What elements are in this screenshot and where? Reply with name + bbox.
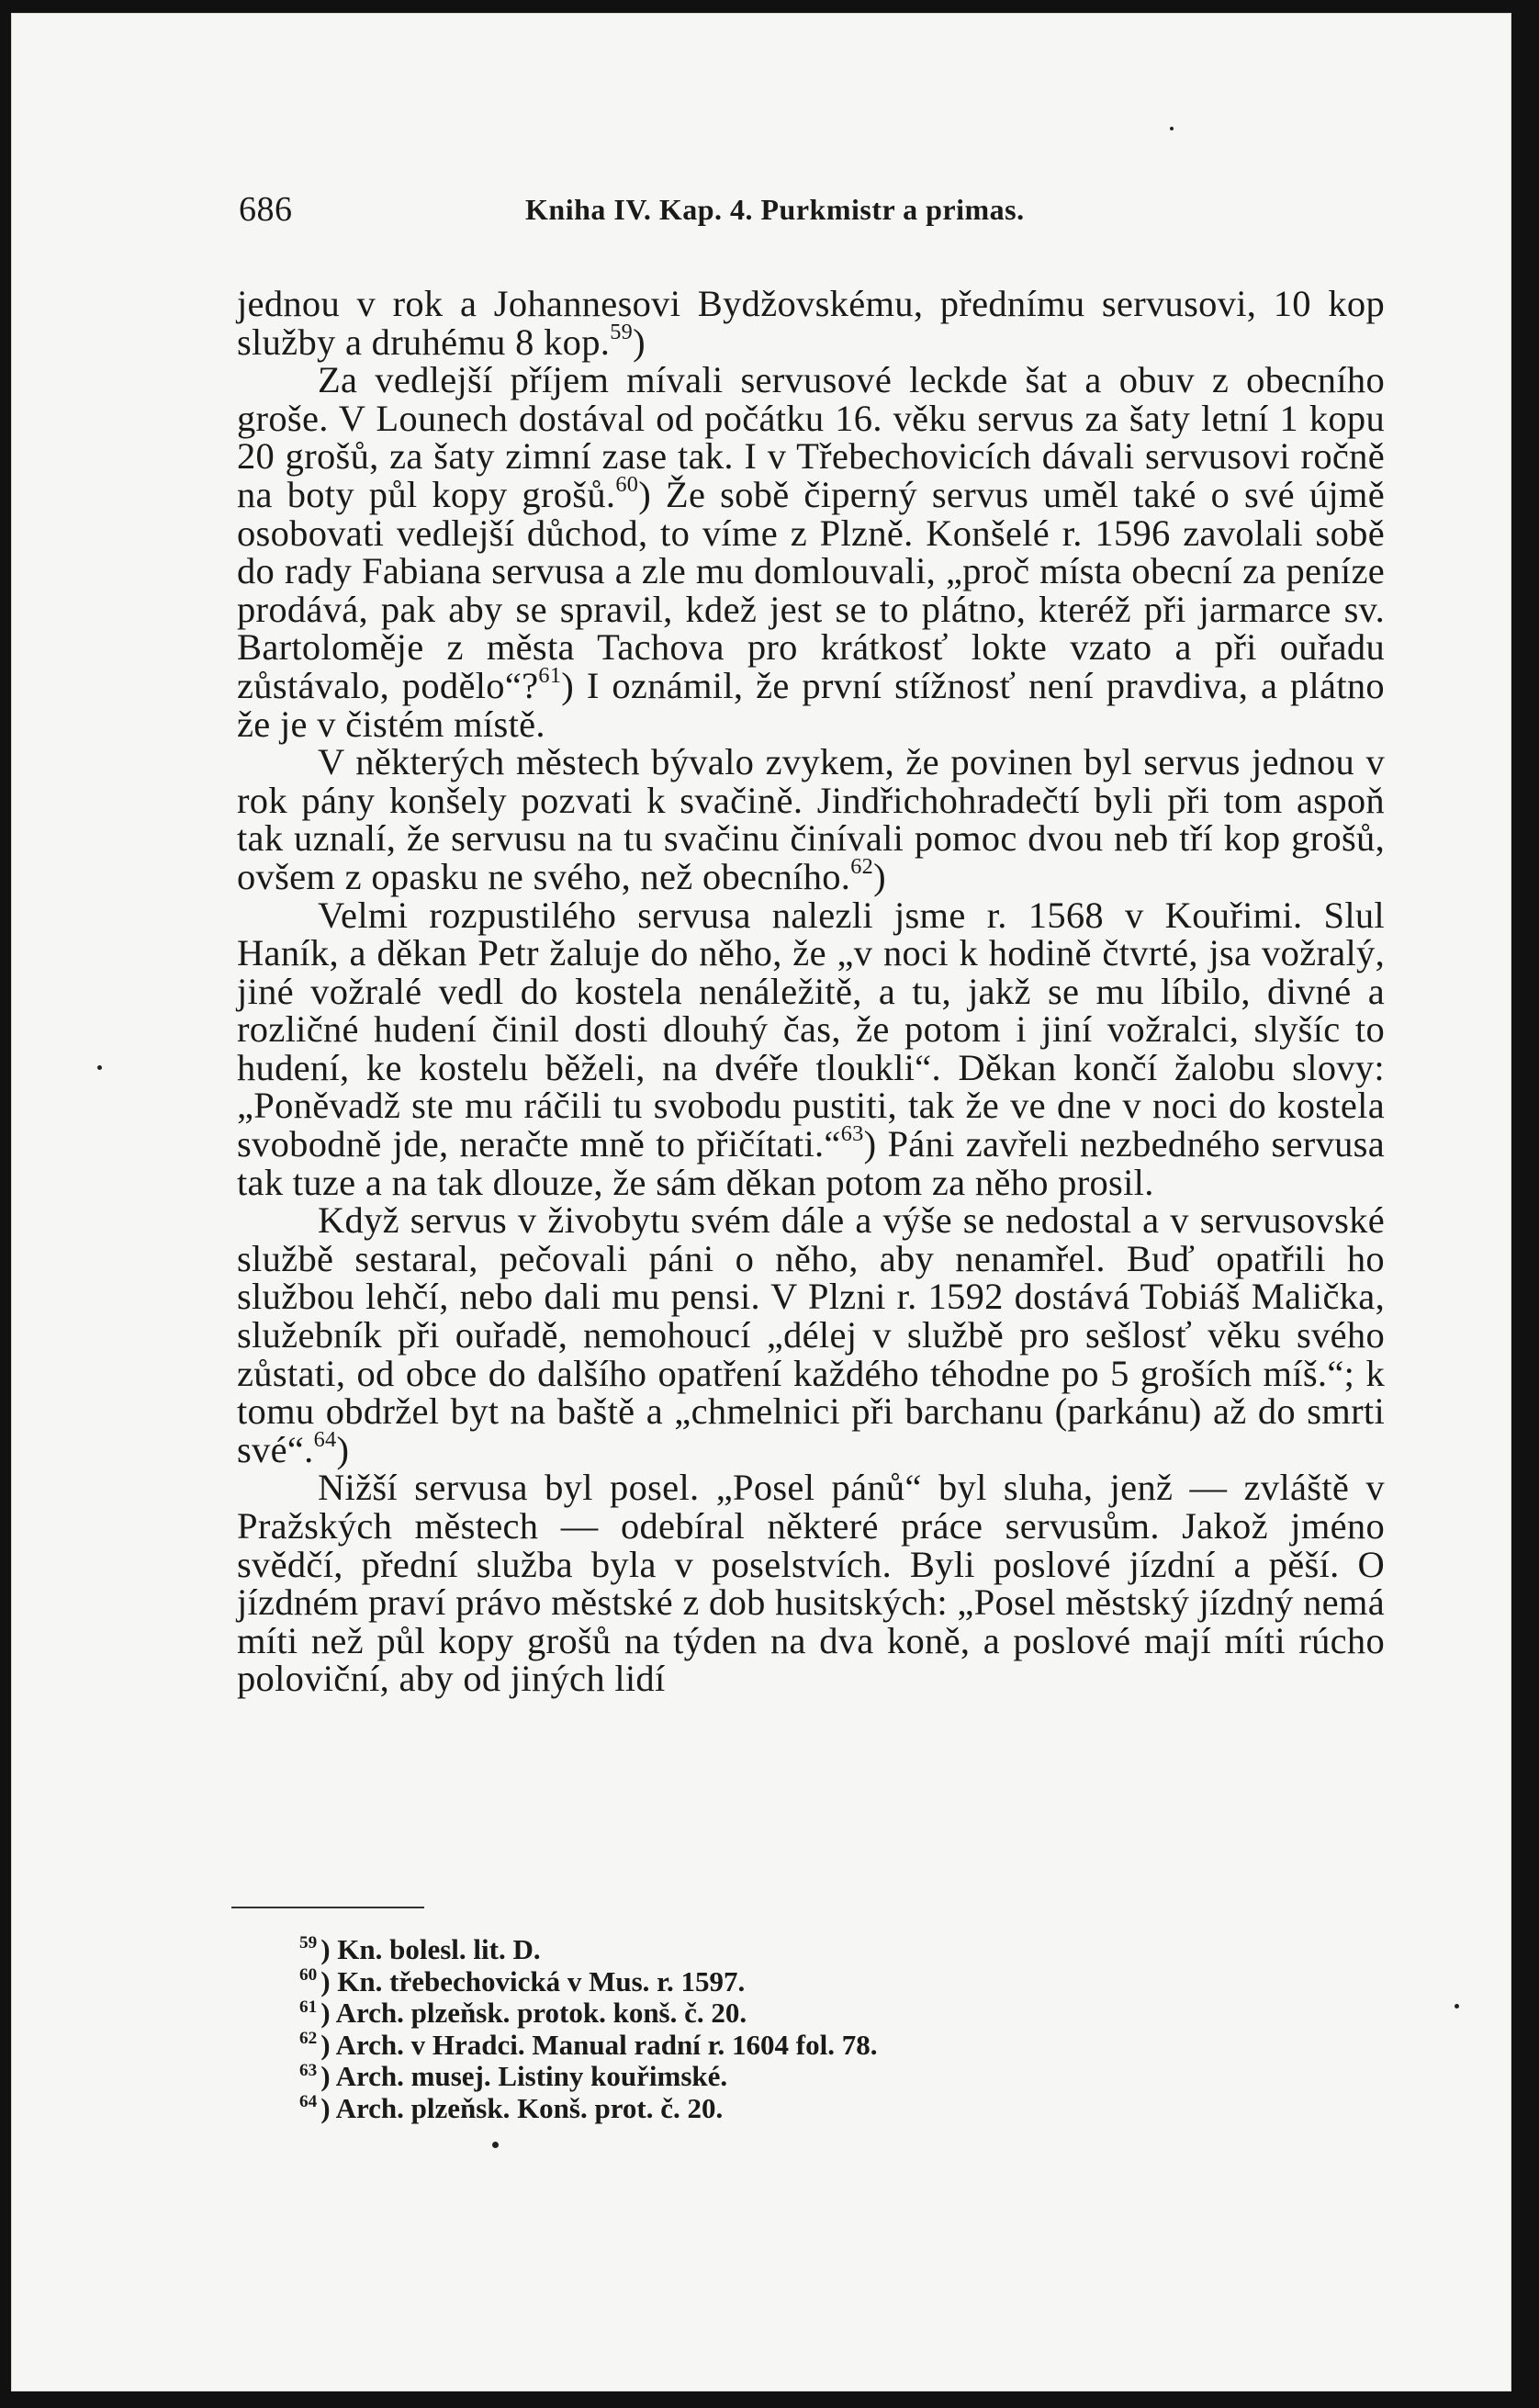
footnote-marker: 60 (299, 1965, 318, 1986)
footnote-marker: 59 (299, 1933, 318, 1953)
print-speck (492, 2142, 499, 2148)
footnote (299, 1966, 1126, 1998)
footnote-text: ) Kn. bolesl. lit. D. (320, 1933, 541, 1965)
footnote-reference: 60 (615, 471, 639, 497)
footnote-reference: 63 (840, 1121, 864, 1147)
footnote-text: ) Arch. plzeňsk. Konš. prot. č. 20. (320, 2091, 724, 2124)
paragraph (237, 361, 1385, 743)
footnote-reference: 59 (610, 319, 634, 344)
footnote-separator (231, 1907, 424, 1908)
book-page (11, 13, 1511, 2391)
footnote-reference: 64 (313, 1426, 337, 1452)
text-run: ) (633, 321, 646, 363)
running-title: Kniha IV. Kap. 4. Purkmistr a primas. (525, 193, 1025, 226)
footnote-text: ) Arch. v Hradci. Manual radní r. 1604 fol. 78. (320, 2028, 878, 2061)
text-run: jednou v rok a Johannesovi Bydžovskému, přednímu servusovi, 10 kop služby a druhému 8 kop. (237, 283, 1385, 363)
footnote-marker: 61 (299, 1997, 318, 2017)
text-run: Velmi rozpustilého servusa nalezli jsme r. 1568 v Kouřimi. Slul Haník, a děkan Petr žaluje do něho, že „v noci k hodině čtvrté, jsa vožralý, jiné vožralé vedl do kostela nenáležitě, a tu, jakž se mu líbilo, divné a rozličné hudení činil dosti dlouhý čas, že potom i jiní vožralci, slyšíc to hudení, ke kostelu běželi, na dvéře tloukli“. Děkan končí žalobu slovy: „Poněvadž ste mu ráčili tu svobodu pustiti, tak že ve dne v noci do kostela svobodně jde, neračte mně to přičítati.“ (237, 894, 1385, 1165)
print-speck (1455, 2004, 1459, 2009)
footnote (299, 2030, 1126, 2062)
print-speck (97, 1065, 102, 1070)
footnote-reference: 62 (850, 853, 874, 879)
footnote (299, 2093, 1126, 2125)
footnote (299, 2061, 1126, 2093)
text-run: ) Že sobě čiperný servus uměl také o své újmě osobovati vedlejší důchod, to víme z Plzně. Konšelé r. 1596 zavolali sobě do rady Fabiana servusa a zle mu domlouvali, „proč místa obecní za peníze prodává, pak aby se spravil, kdež jest se to plátno, kteréž při jarmarce sv. Bartoloměje z města Tachova pro krátkosť lokte vzato a při ouřadu zůstávalo, podělo“? (237, 473, 1385, 706)
footnote-reference: 61 (538, 662, 562, 688)
paragraph (237, 896, 1385, 1202)
footnote (299, 1997, 1126, 2030)
text-run: ) Páni zavřeli nezbedného servusa tak tuze a na tak dlouze, že sám děkan potom za něho prosil. (237, 1123, 1386, 1203)
page-number: 686 (239, 190, 293, 229)
text-run: ) (336, 1428, 350, 1470)
text-run: Když servus v živobytu svém dále a výše se nedostal a v servusovské službě sestaral, pečovali páni o něho, aby nenamřel. Buď opatřili ho službou lehčí, nebo dali mu pensi. V Plzni r. 1592 dostává Tobiáš Malička, služebník při ouřadě, nemohoucí „délej v službě pro sešlosť věku svého zůstati, od obce do dalšího opatření každého téhodne po 5 groších míš.“; k tomu obdržel byt na baště a „chmelnici při barchanu (parkánu) až do smrti své“. (237, 1199, 1385, 1470)
footnote-text: ) Kn. třebechovická v Mus. r. 1597. (320, 1964, 746, 1997)
paragraph (237, 285, 1385, 361)
text-run: ) (873, 855, 886, 897)
footnote-marker: 64 (299, 2092, 318, 2112)
text-run: V některých městech bývalo zvykem, že povinen byl servus jednou v rok pány konšely pozvati k svačině. Jindřichohradečtí byli při tom aspoň tak uznalí, že servusu na tu svačinu činívali pomoc dvou neb tří kop grošů, ovšem z opasku ne svého, než obecního. (237, 741, 1385, 897)
paragraph (237, 743, 1385, 895)
text-run: Nižší servusa byl posel. „Posel pánů“ byl sluha, jenž — zvláště v Pražských městech — odebíral některé práce servusům. Jakož jméno svědčí, přední služba byla v poselstvích. Byli poslové jízdní a pěší. O jízdném praví právo městské z dob husitských: „Posel městský jízdný nemá míti než půl kopy grošů na týden na dva koně, a poslové mají míti rúcho poloviční, aby od jiných lidí (237, 1467, 1385, 1700)
footnote-text: ) Arch. musej. Listiny kouřimské. (320, 2060, 728, 2093)
paragraph (237, 1468, 1385, 1698)
text-run: Za vedlejší příjem mívali servusové leckde šat a obuv z obecního groše. V Lounech dostával od počátku 16. věku servus za šaty letní 1 kopu 20 grošů, za šaty zimní zase tak. I v Třebechovicích dávali servusovi ročně na boty půl kopy grošů. (237, 359, 1385, 515)
paragraph (237, 1201, 1385, 1468)
main-text (237, 285, 1385, 1698)
print-speck (1170, 127, 1174, 130)
footnote-marker: 63 (299, 2060, 318, 2080)
footnote-marker: 62 (299, 2029, 318, 2049)
footnote-text: ) Arch. plzeňsk. protok. konš. č. 20. (320, 1997, 747, 2030)
text-run: ) I oznámil, že první stížnosť není pravdiva, a plátno že je v čistém místě. (237, 664, 1385, 745)
footnotes (299, 1934, 1126, 2125)
footnote (299, 1934, 1126, 1966)
